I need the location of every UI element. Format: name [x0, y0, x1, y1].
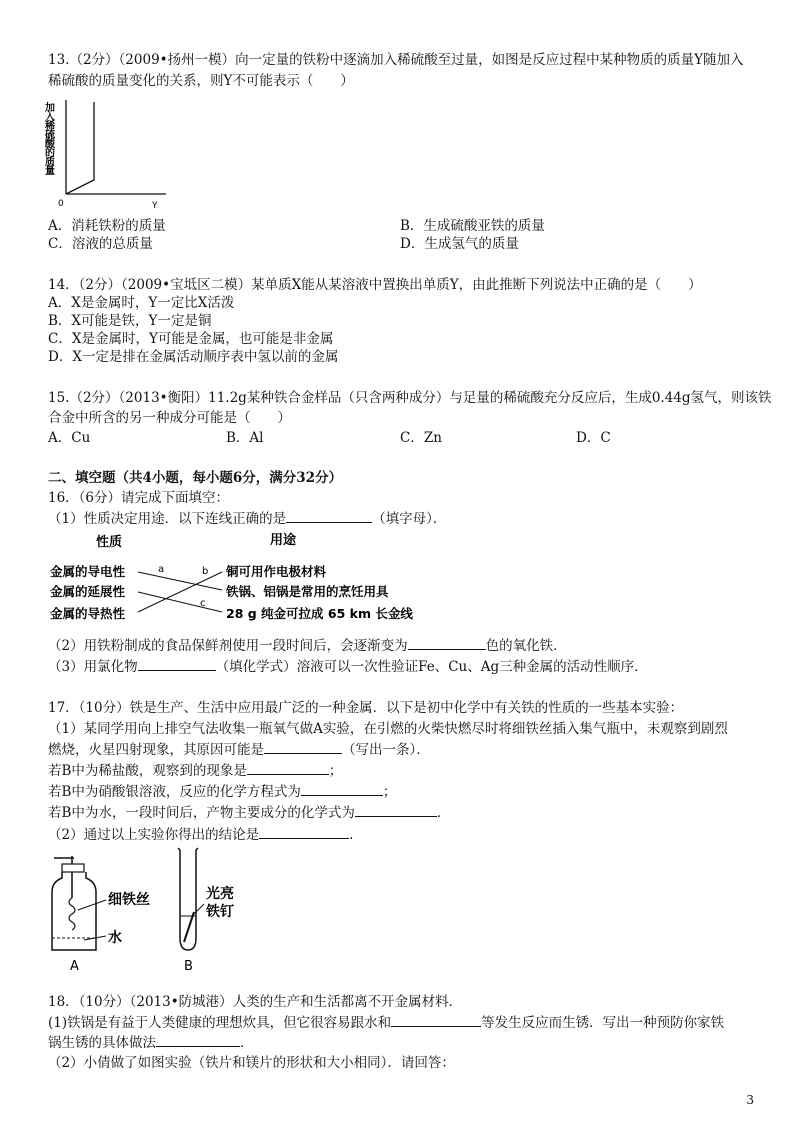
q13-origin: 0 [58, 199, 64, 209]
q16-part1 [48, 510, 446, 528]
q13-option-b: B．生成硫酸亚铁的质量 [400, 218, 545, 234]
q16-stem: 16．（6分）请完成下面填空： [48, 490, 230, 506]
q16-part3-tail: （填化学式）溶液可以一次性验证Fe、Cu、Ag三种金属的活动性顺序． [215, 659, 648, 675]
q17-part1-tail: （写出一条）． [342, 742, 430, 758]
q17-b-pointer [192, 904, 204, 916]
q16-use-2: 铁锅、铝锅是常用的烹饪用具 [226, 584, 389, 599]
q16-use-3: 28 g 纯金可拉成 65 km 长金线 [226, 606, 413, 621]
q16-label-a: a [158, 564, 165, 575]
q16-part1-blank[interactable] [286, 510, 372, 523]
q16-part3 [48, 658, 648, 676]
q17-part1-line1: （1）某同学用向上排空气法收集一瓶氧气做A实验，在引燃的火柴快燃尽时将细铁丝插入集气瓶中，未观察到剧烈 [48, 721, 728, 737]
q13-curve [66, 102, 94, 194]
q16-part2 [48, 637, 567, 655]
q17-a-water-label: 水 [108, 930, 122, 946]
q18-part1-text: (1)铁锅是有益于人类健康的理想炊具，但它很容易跟水和 [48, 1015, 392, 1031]
q17-part2-tail: ． [349, 827, 363, 843]
q16-head-use: 用途 [270, 533, 297, 548]
q17-part2 [48, 826, 363, 844]
q17-line3-tail: ； [328, 763, 343, 779]
q17-figure-b [170, 846, 280, 974]
q16-property-3: 金属的导热性 [50, 606, 126, 621]
q15-stem-line2: 合金中所含的另一种成分可能是（ ） [48, 410, 291, 426]
q17-line4 [48, 783, 396, 801]
q16-part2-text: （2）用铁粉制成的食品保鲜剂使用一段时间后，会逐渐变为 [48, 638, 408, 654]
page-number: 3 [746, 1093, 754, 1107]
q16-part3-blank[interactable] [138, 658, 216, 671]
q17-line3 [48, 762, 342, 780]
q18-part1-mid: 等发生反应而生锈．写出一种预防你家铁 [481, 1015, 725, 1031]
q14-option-c: C．X是金属时，Y可能是金属，也可能是非金属 [48, 331, 334, 347]
q16-property-1: 金属的导电性 [50, 564, 126, 579]
q17-b-tube [178, 848, 198, 950]
section2-title: 二、填空题（共4小题，每小题6分，满分32分） [48, 470, 343, 486]
q17-b-nail-label-1: 光亮 [206, 886, 234, 902]
q17-part2-blank[interactable] [259, 826, 349, 839]
q16-use-1: 铜可用作电极材料 [226, 564, 327, 579]
q17-line5-blank[interactable] [355, 804, 437, 817]
q18-part2: （2）小倩做了如图实验（铁片和镁片的形状和大小相同）．请回答： [48, 1055, 455, 1071]
q17-part1-line2 [48, 741, 430, 759]
q16-matching-figure [48, 532, 428, 632]
q17-part1-blank[interactable] [264, 741, 342, 754]
q16-part3-text: （3）用氯化物 [48, 659, 138, 675]
q16-part2-tail: 色的氧化铁． [485, 638, 567, 654]
q18-part1-text2: 锅生锈的具体做法 [48, 1035, 156, 1051]
q13-option-c: C．溶液的总质量 [48, 236, 153, 252]
q16-head-property: 性质 [96, 535, 123, 550]
q16-part2-blank[interactable] [408, 637, 486, 650]
q15-option-a: A．Cu [48, 430, 91, 446]
q18-part1-blank1[interactable] [391, 1014, 481, 1027]
q16-label-b: b [202, 566, 209, 577]
q17-a-wire [69, 898, 75, 930]
q13-option-a: A．消耗铁粉的质量 [48, 218, 166, 234]
q18-part1-blank2[interactable] [156, 1034, 240, 1047]
q16-property-2: 金属的延展性 [50, 584, 126, 599]
q13-graph [44, 94, 174, 212]
q16-label-c: c [200, 598, 206, 609]
q13-xlabel: Y [152, 201, 158, 211]
q13-stem-line2: 稀硫酸的质量变化的关系，则Y不可能表示（ ） [48, 73, 354, 89]
q18-part1-line2 [48, 1034, 254, 1052]
q17-line4-blank[interactable] [301, 783, 383, 796]
q14-option-a: A．X是金属时，Y一定比X活泼 [48, 295, 235, 311]
q18-part1-tail: ． [240, 1035, 254, 1051]
q15-option-b: B．Al [226, 430, 264, 446]
q17-a-wire-label: 细铁丝 [108, 892, 150, 908]
q17-b-nail-label-2: 铁钉 [206, 904, 234, 920]
q17-line5-text: 若B中为水，一段时间后，产物主要成分的化学式为 [48, 805, 355, 821]
q17-line3-text: 若B中为稀盐酸，观察到的现象是 [48, 763, 247, 779]
q17-part2-text: （2）通过以上实验你得出的结论是 [48, 827, 260, 843]
q18-part1-line1 [48, 1014, 724, 1032]
q17-line3-blank[interactable] [247, 762, 329, 775]
q17-figure-a [44, 850, 184, 974]
q17-stem: 17．（10分）铁是生产、生活中应用最广泛的一种金属．以下是初中化学中有关铁的性质的一些基本实验： [48, 700, 684, 716]
q16-line-a [138, 572, 222, 590]
q17-line5 [48, 804, 450, 822]
q18-stem: 18．（10分）（2013•防城港）人类的生产和生活都离不开金属材料． [48, 994, 463, 1010]
q16-part1-tail: （填字母）． [372, 511, 447, 527]
q15-option-c: C．Zn [400, 430, 442, 446]
q13-graph-ylabel: 加入稀硫酸的质量 [42, 102, 54, 174]
q14-stem: 14．（2分）（2009•宝坻区二模）某单质X能从某溶液中置换出单质Y，由此推断下列说法中正确的是（ ） [48, 277, 702, 293]
q14-option-b: B．X可能是铁，Y一定是铜 [48, 313, 212, 329]
q17-a-stopper [62, 864, 84, 872]
q17-b-label: B [184, 959, 193, 974]
q13-stem-line1: 13.（2分）（2009•扬州一模）向一定量的铁粉中逐滴加入稀硫酸至过量，如图是反应过程中某种物质的质量Y随加入 [48, 52, 744, 68]
q14-option-d: D．X一定是排在金属活动顺序表中氢以前的金属 [48, 349, 339, 365]
q13-option-d: D．生成氢气的质量 [400, 236, 519, 252]
q15-option-d: D．C [576, 430, 611, 446]
q16-line-b [138, 572, 222, 612]
q16-part1-text: （1）性质决定用途．以下连线正确的是 [48, 511, 287, 527]
q17-line4-text: 若B中为硝酸银溶液，反应的化学方程式为 [48, 784, 301, 800]
q17-a-label: A [70, 959, 79, 974]
q15-stem-line1: 15.（2分）（2013•衡阳）11.2g某种铁合金样品（只含两种成分）与足量的稀硫酸充分反应后，生成0.44g氢气，则该铁 [48, 390, 772, 406]
q17-line5-tail: ． [436, 805, 451, 821]
q16-line-c [138, 592, 222, 612]
q17-a-pointer-wire [78, 900, 106, 910]
q17-part1-text: 燃烧，火星四射现象，其原因可能是 [48, 742, 264, 758]
q17-line4-tail: ； [382, 784, 397, 800]
